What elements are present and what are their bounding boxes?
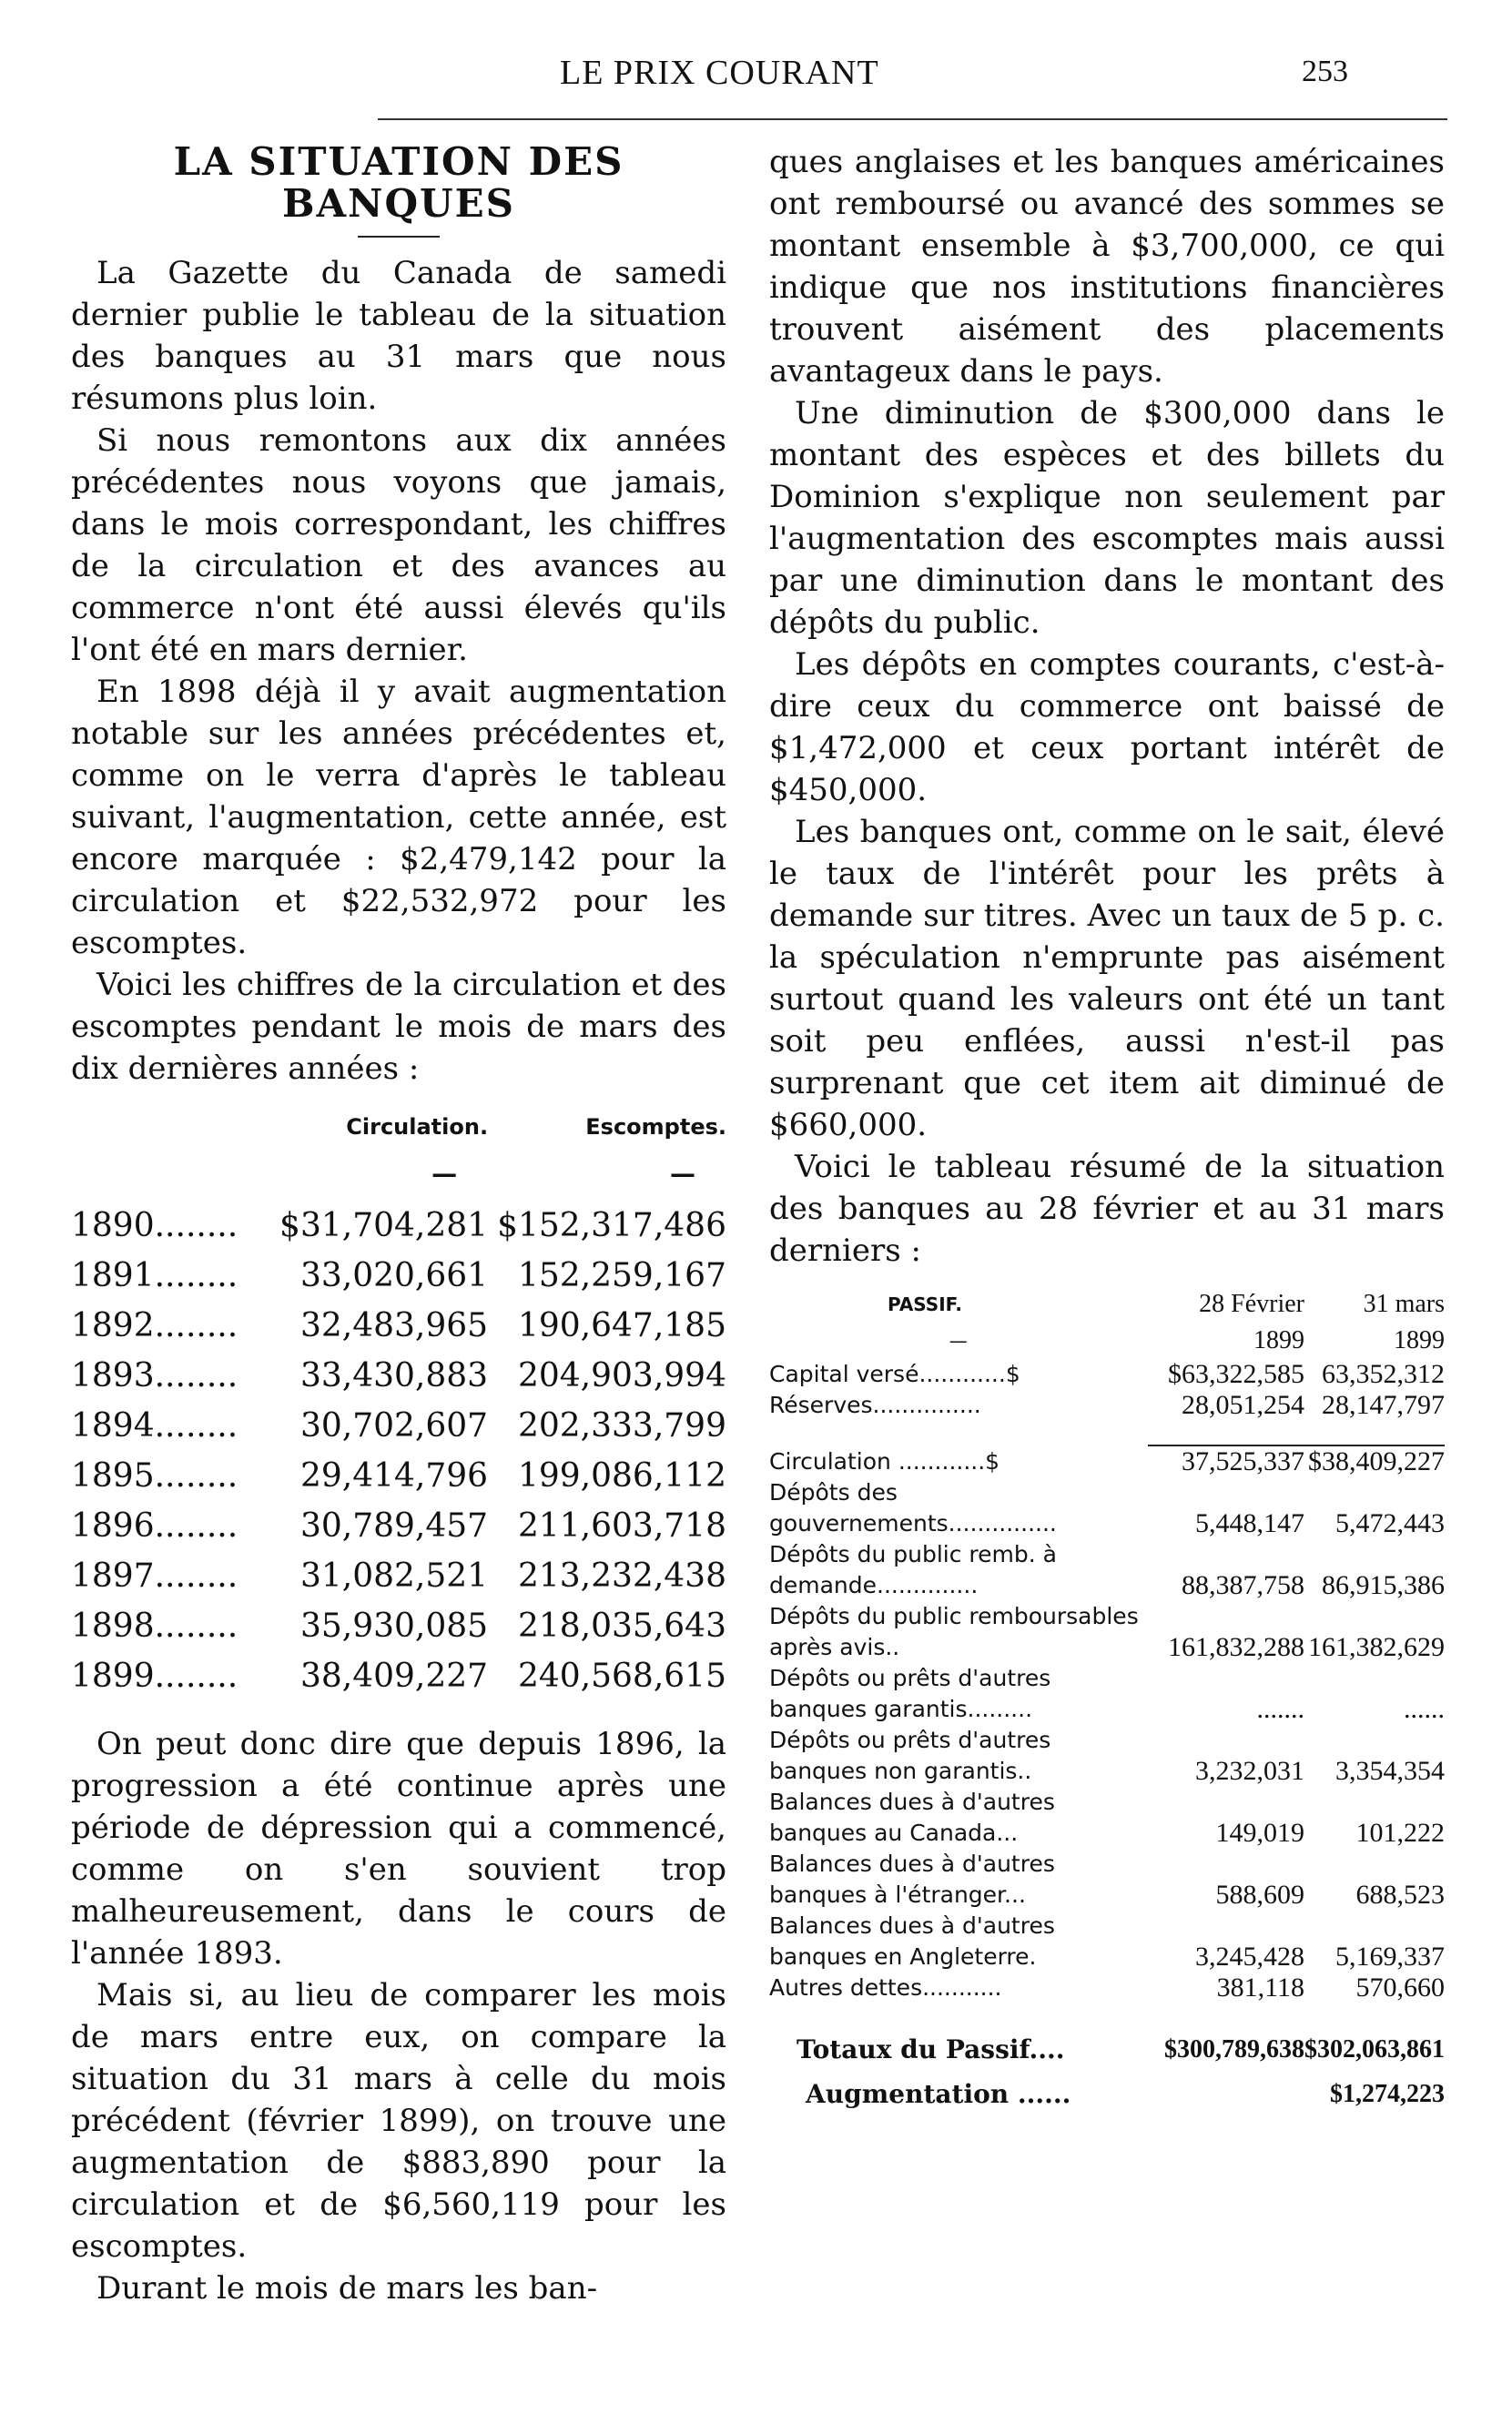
row-label: Circulation ............$ — [769, 1448, 1000, 1475]
header-rule — [378, 118, 1447, 120]
column-header: 1899 — [1394, 1326, 1445, 1354]
table-row — [71, 1201, 726, 1251]
paragraph: Les banques ont, comme on le sait, élevé le taux de l'intérêt pour les prêts à demande sur titres. Avec un taux de 5 p. c. la spéculation n'emprunte pas aisément surtout quand les valeurs ont été un tant soit peu enflées, aussi n'est-il pas surprenant que cet item ait diminué de $660,000. — [769, 814, 1445, 1143]
table-row — [769, 1849, 1445, 1911]
table-row — [769, 1445, 1445, 1477]
increase-row — [769, 2071, 1445, 2113]
cell: 35,930,085 — [299, 1608, 489, 1645]
table-row — [71, 1351, 726, 1401]
cell: 218,035,643 — [517, 1608, 726, 1645]
cell: 38,409,227 — [299, 1658, 489, 1695]
cell: ....... — [1256, 1694, 1304, 1724]
paragraph: La Gazette du Canada de samedi dernier publie le tableau de la situation des banques au 31 mars que nous résumons plus loin. — [71, 255, 726, 417]
year-cell: 1899........ — [71, 1658, 238, 1695]
page-header — [0, 53, 1512, 107]
row-label: Dépôts du public remb. à demande.............. — [769, 1541, 1057, 1598]
table-header-row — [769, 1323, 1445, 1359]
circulation-table — [71, 1106, 726, 1701]
row-label: Dépôts ou prêts d'autres banques non garantis.. — [769, 1727, 1051, 1784]
table-header-row — [71, 1106, 726, 1153]
table-header-row — [769, 1286, 1445, 1323]
cell: 33,020,661 — [299, 1257, 489, 1294]
bank-liabilities-table — [769, 1286, 1445, 2113]
year-cell: 1898........ — [71, 1608, 238, 1645]
table-label: PASSIF. — [888, 1293, 962, 1315]
year-cell: 1892........ — [71, 1307, 238, 1344]
cell: 204,903,994 — [517, 1357, 726, 1395]
year-cell: 1890........ — [71, 1207, 238, 1244]
paragraph: Durant le mois de mars les ban- — [96, 2270, 598, 2307]
total-row — [769, 2003, 1445, 2071]
cell: 5,472,443 — [1335, 1508, 1445, 1538]
year-cell: 1897........ — [71, 1557, 238, 1595]
table-row — [769, 1787, 1445, 1849]
row-label: Réserves............... — [769, 1392, 981, 1418]
table-row — [769, 1390, 1445, 1421]
cell: 240,568,615 — [517, 1658, 726, 1695]
headline-rule — [358, 236, 440, 238]
cell: 3,232,031 — [1195, 1756, 1304, 1786]
paragraph: Voici le tableau résumé de la situation des banques au 28 février et au 31 mars derniers : — [769, 1149, 1445, 1269]
cell: $31,704,281 — [279, 1207, 489, 1244]
page-number: 253 — [1302, 55, 1348, 88]
cell: 29,414,796 — [299, 1457, 489, 1495]
column-dash: — — [431, 1159, 458, 1189]
paragraph: Mais si, au lieu de comparer les mois de mars entre eux, on compare la situation du 31 mars à celle du mois précédent (février 1899), on trouve une augmentation de $883,890 pour la circulation et de $6,560,119 pour les escomptes. — [71, 1977, 726, 2265]
cell: 381,118 — [1216, 1973, 1304, 2003]
paragraph: On peut donc dire que depuis 1896, la progression a été continue après une période de dépression qui a commencé, comme on s'en souvient trop malheureusement, dans le cours de l'année 1893. — [71, 1726, 726, 1972]
table-row — [769, 1477, 1445, 1539]
cell: 88,387,758 — [1182, 1570, 1304, 1600]
table-row — [71, 1401, 726, 1451]
column-header: Escomptes. — [585, 1114, 726, 1140]
row-label: Balances dues à d'autres banques à l'étranger... — [769, 1851, 1055, 1908]
paragraph: Une diminution de $300,000 dans le montant des espèces et des billets du Dominion s'explique non seulement par l'augmentation des escomptes mais aussi par une diminution dans le montant des dépôts du public. — [769, 395, 1445, 641]
cell: 688,523 — [1355, 1880, 1445, 1910]
cell: 33,430,883 — [299, 1357, 489, 1395]
cell: $152,317,486 — [497, 1207, 726, 1244]
table-row — [769, 1663, 1445, 1725]
year-cell: 1891........ — [71, 1257, 238, 1294]
cell: 30,702,607 — [299, 1407, 489, 1445]
cell: 101,222 — [1355, 1818, 1445, 1848]
cell: 5,169,337 — [1335, 1942, 1445, 1972]
journal-title: LE PRIX COURANT — [560, 54, 879, 92]
table-row — [769, 1725, 1445, 1787]
year-cell: 1894........ — [71, 1407, 238, 1445]
paragraph: Voici les chiffres de la circulation et des escomptes pendant le mois de mars des dix dernières années : — [71, 967, 726, 1087]
total-label: Totaux du Passif.... — [797, 2034, 1065, 2064]
row-label: Autres dettes........... — [769, 1974, 1002, 2001]
column-dash: — — [949, 1330, 968, 1352]
cell: 86,915,386 — [1322, 1570, 1445, 1600]
article-headline: LA SITUATION DES BANQUES — [173, 139, 624, 226]
cell: 30,789,457 — [299, 1507, 489, 1545]
table-row — [71, 1301, 726, 1351]
cell: 190,647,185 — [517, 1307, 726, 1344]
cell: 570,660 — [1355, 1973, 1445, 2003]
cell: 199,086,112 — [517, 1457, 726, 1495]
column-header: 1899 — [1253, 1326, 1304, 1354]
row-label: Balances dues à d'autres banques en Angleterre. — [769, 1912, 1055, 1970]
cell: 3,245,428 — [1195, 1942, 1304, 1972]
column-header: 28 Février — [1199, 1290, 1304, 1318]
cell: 202,333,799 — [517, 1407, 726, 1445]
paragraph: Si nous remontons aux dix années précédentes nous voyons que jamais, dans le mois correspondant, les chiffres de la circulation et des avances au commerce n'ont été aussi élevés qu'ils l'ont été en mars dernier. — [71, 422, 726, 668]
row-label: Capital versé............$ — [769, 1361, 1020, 1387]
cell: 211,603,718 — [517, 1507, 726, 1545]
right-column — [769, 141, 1445, 2113]
paragraph: Les dépôts en comptes courants, c'est-à-dire ceux du commerce ont baissé de $1,472,000 et ceux portant intérêt de $450,000. — [769, 646, 1445, 808]
cell: 588,609 — [1215, 1880, 1304, 1910]
cell: 161,382,629 — [1308, 1632, 1445, 1662]
left-column — [71, 141, 726, 2309]
row-label: Dépôts du public remboursables après avis.. — [769, 1603, 1139, 1660]
column-dash: — — [670, 1159, 695, 1189]
table-row — [769, 1359, 1445, 1390]
table-row — [71, 1501, 726, 1551]
table-row — [71, 1551, 726, 1601]
cell: 32,483,965 — [299, 1307, 489, 1344]
cell: 63,352,312 — [1322, 1359, 1445, 1389]
table-rule-row — [769, 1421, 1445, 1445]
cell: 5,448,147 — [1195, 1508, 1304, 1538]
column-header: 31 mars — [1363, 1290, 1445, 1318]
increase-label: Augmentation ...... — [806, 2079, 1071, 2109]
row-label: Dépôts des gouvernements............... — [769, 1479, 1057, 1537]
table-row — [769, 1911, 1445, 1973]
cell: 149,019 — [1215, 1818, 1304, 1848]
year-cell: 1896........ — [71, 1507, 238, 1545]
cell: $1,274,223 — [1330, 2080, 1445, 2108]
cell: 31,082,521 — [299, 1557, 489, 1595]
row-label: Balances dues à d'autres banques au Canada... — [769, 1789, 1055, 1846]
column-header: Circulation. — [346, 1114, 489, 1140]
table-subheader-row — [71, 1153, 726, 1201]
paragraph: ques anglaises et les banques américaines ont remboursé ou avancé des sommes se montant ensemble à $3,700,000, ce qui indique que nos institutions financières trouvent aisément des placements avantageux dans le pays. — [769, 144, 1445, 390]
table-row — [71, 1651, 726, 1701]
cell: 37,525,337 — [1182, 1446, 1304, 1476]
cell: 213,232,438 — [517, 1557, 726, 1595]
cell: 152,259,167 — [517, 1257, 726, 1294]
cell: $63,322,585 — [1168, 1359, 1304, 1389]
cell: $300,789,638 — [1164, 2035, 1304, 2064]
cell: $302,063,861 — [1304, 2035, 1445, 2064]
row-label: Dépôts ou prêts d'autres banques garantis......... — [769, 1665, 1051, 1722]
year-cell: 1893........ — [71, 1357, 238, 1395]
table-row — [71, 1451, 726, 1501]
cell: ...... — [1404, 1694, 1445, 1724]
cell: 161,832,288 — [1168, 1632, 1304, 1662]
table-row — [769, 1539, 1445, 1601]
table-row — [769, 1973, 1445, 2003]
year-cell: 1895........ — [71, 1457, 238, 1495]
cell: 3,354,354 — [1335, 1756, 1445, 1786]
cell: 28,051,254 — [1182, 1390, 1304, 1420]
cell: $38,409,227 — [1308, 1446, 1445, 1476]
table-row — [71, 1601, 726, 1651]
table-row — [71, 1251, 726, 1301]
table-row — [769, 1601, 1445, 1663]
cell: 28,147,797 — [1322, 1390, 1445, 1420]
paragraph: En 1898 déjà il y avait augmentation notable sur les années précédentes et, comme on le verra d'après le tableau suivant, l'augmentation, cette année, est encore marquée : $2,479,142 pour la circulation et $22,532,972 pour les escomptes. — [71, 674, 726, 961]
